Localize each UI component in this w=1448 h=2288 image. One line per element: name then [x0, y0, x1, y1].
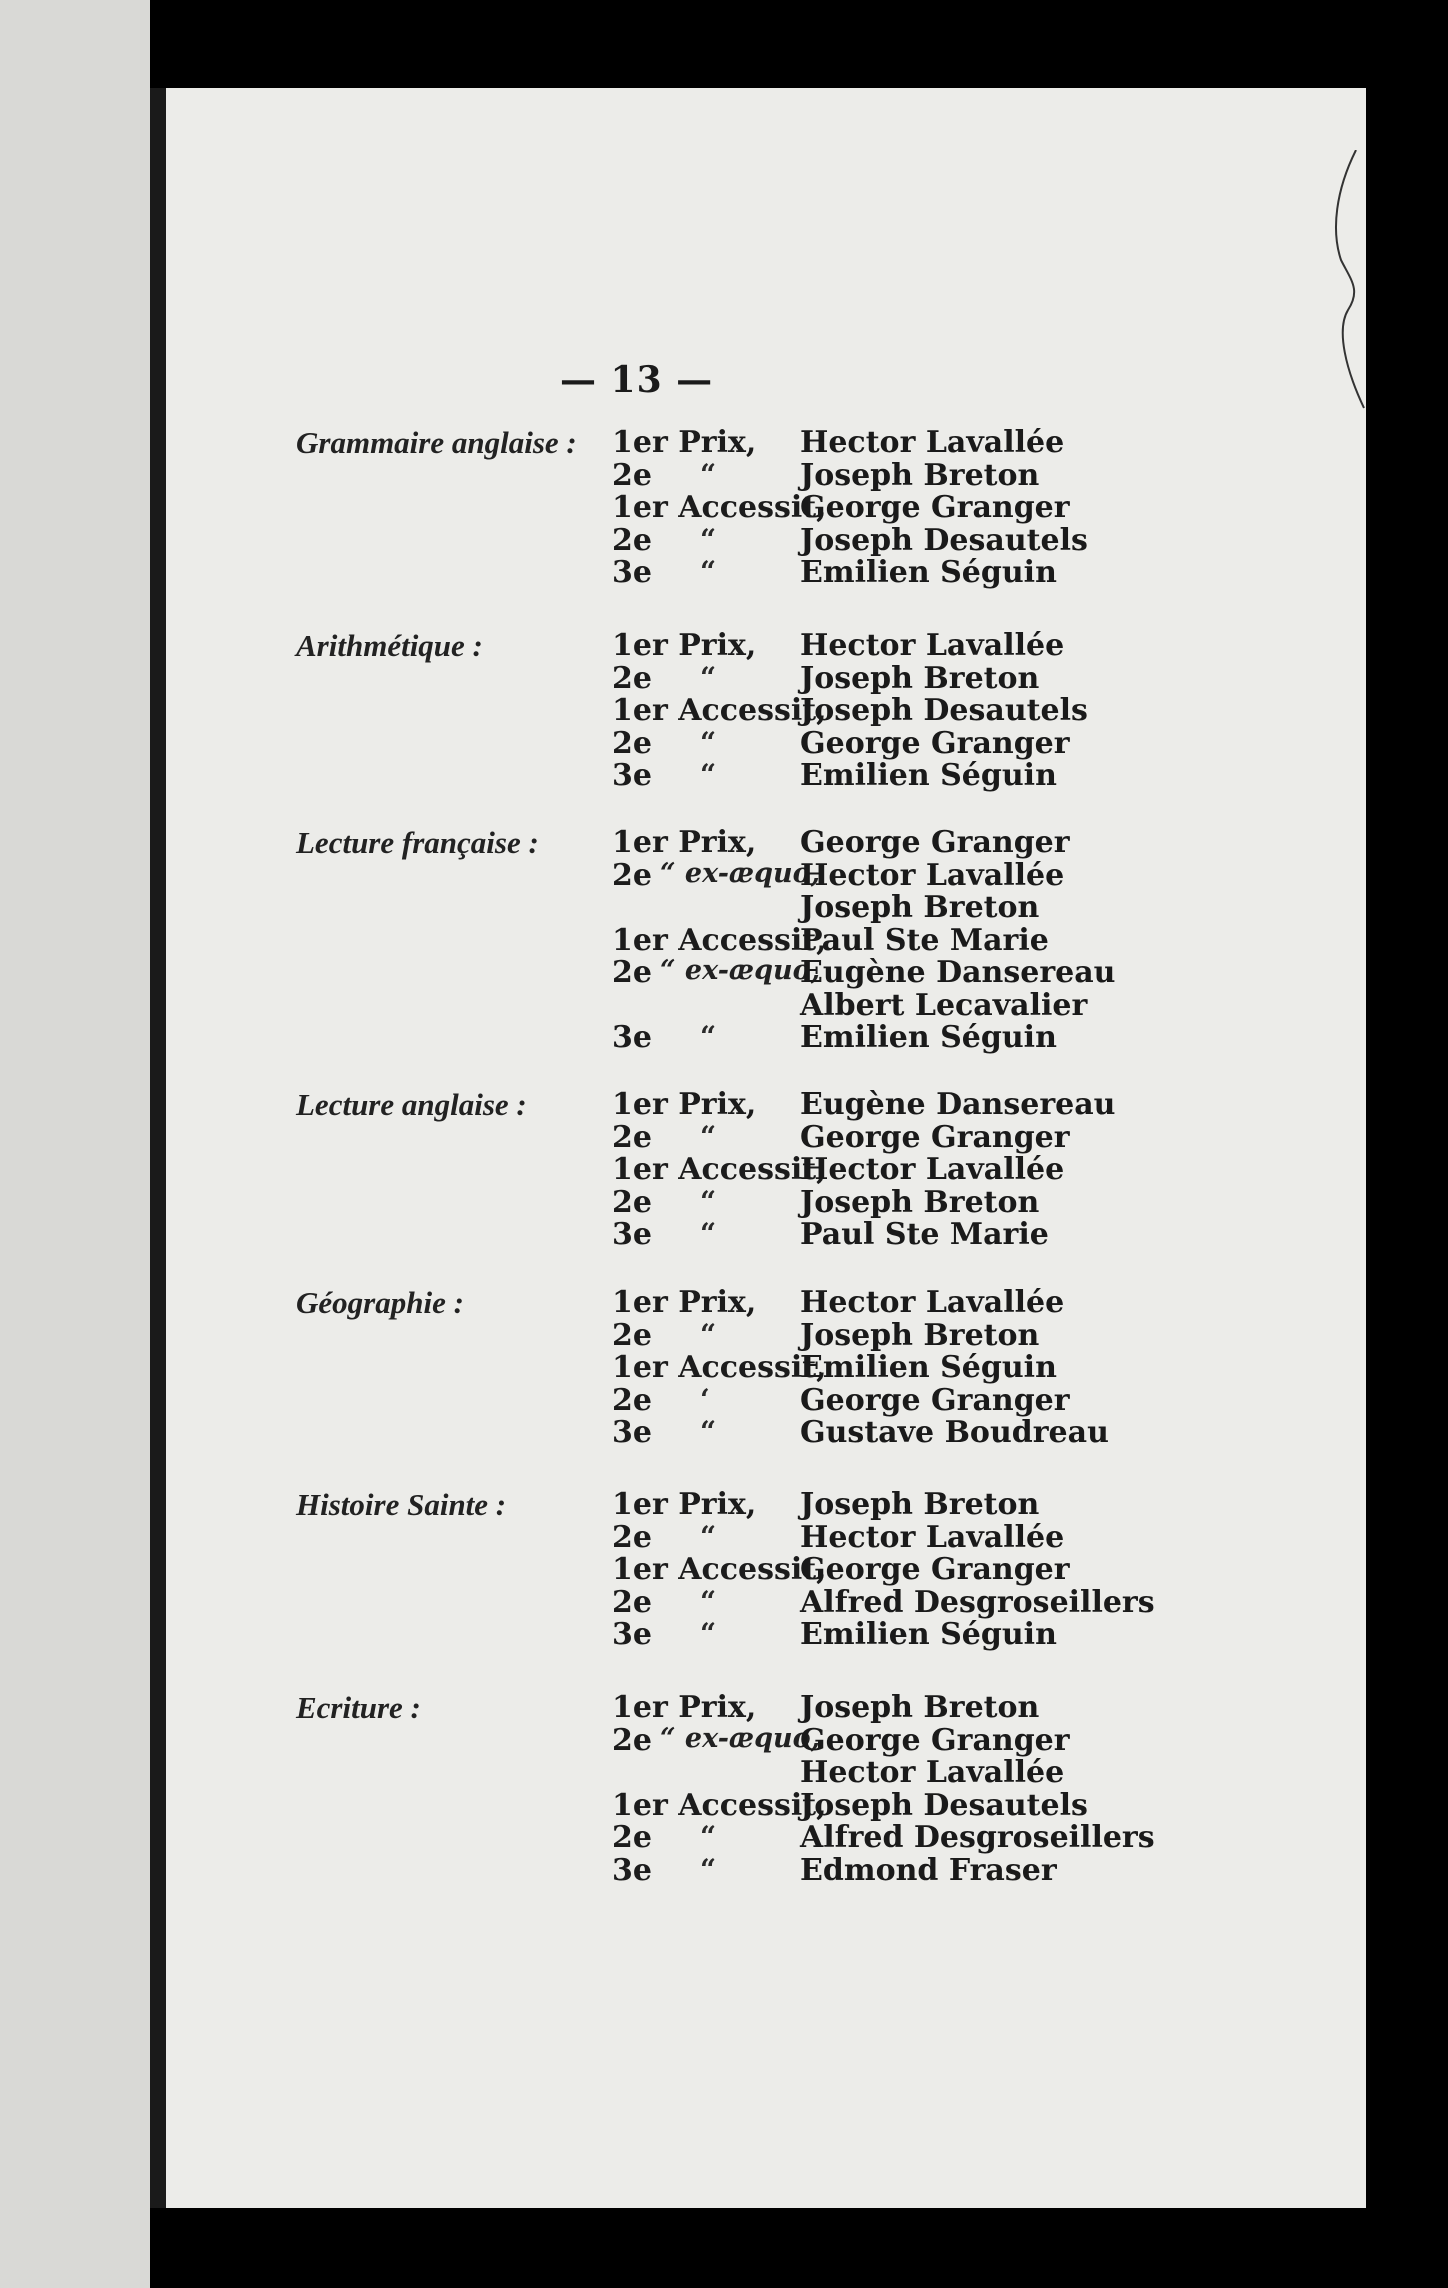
subject-heading: Grammaire anglaise : [296, 425, 577, 460]
ditto-mark: “ [700, 1617, 717, 1650]
student-name: Joseph Breton [800, 1690, 1040, 1725]
prize-rank: 2e [612, 1519, 652, 1555]
ditto-mark: “ [700, 555, 717, 588]
prize-rank: 2e [612, 857, 652, 893]
student-name: George Granger [800, 1722, 1070, 1758]
prize-rank: 2e [612, 1584, 652, 1620]
student-name: Joseph Desautels [800, 522, 1088, 558]
prize-rank: 2e [612, 457, 652, 493]
student-name: Gustave Boudreau [800, 1415, 1109, 1450]
ditto-mark: “ [700, 1317, 717, 1351]
prize-rank: 1er Prix, [612, 425, 757, 460]
student-name: Joseph Breton [800, 457, 1040, 493]
prize-rank: 2e [612, 1119, 652, 1155]
student-name: Joseph Breton [800, 1487, 1040, 1522]
prize-rank: 1er Accessit, [612, 1552, 827, 1587]
student-name: Eugène Dansereau [800, 1087, 1116, 1122]
ditto-mark: “ [700, 1519, 717, 1553]
page-number: — 13 — [560, 359, 714, 401]
prize-rank: 1er Accessit, [612, 922, 827, 958]
ditto-mark: “ [700, 1820, 717, 1853]
prize-rank: 1er Prix, [612, 1690, 757, 1725]
student-name: George Granger [800, 1382, 1070, 1418]
student-name: Joseph Breton [800, 1184, 1040, 1220]
prize-rank: 2e [612, 1722, 652, 1758]
prize-rank: 3e [612, 1415, 652, 1450]
prize-rank: 1er Accessit, [612, 1152, 827, 1187]
student-name: Joseph Desautels [800, 1787, 1088, 1823]
ditto-mark: “ [700, 725, 717, 759]
subject-heading: Lecture anglaise : [296, 1087, 527, 1122]
ex-aequo-mark: “ ex-æquo, [660, 857, 821, 889]
student-name: Emilien Séguin [800, 1020, 1057, 1055]
student-name: George Granger [800, 825, 1070, 860]
student-name: Alfred Desgroseillers [800, 1584, 1155, 1620]
student-name: George Granger [800, 1552, 1070, 1587]
prize-rank: 1er Prix, [612, 1487, 757, 1522]
page-gutter [150, 88, 166, 2208]
subject-heading: Lecture française : [296, 825, 539, 860]
student-name: Paul Ste Marie [800, 922, 1049, 958]
ditto-mark: “ [700, 1020, 717, 1053]
ex-aequo-mark: “ ex-æquo, [660, 1722, 821, 1754]
prize-rank: 1er Prix, [612, 1285, 757, 1320]
subject-heading: Histoire Sainte : [296, 1487, 507, 1522]
student-name: Paul Ste Marie [800, 1217, 1049, 1252]
margin-scribble [1326, 150, 1366, 410]
ex-aequo-mark: “ ex-æquo, [660, 955, 821, 986]
prize-rank: 2e [612, 1317, 652, 1353]
prize-rank: 1er Prix, [612, 1087, 757, 1122]
student-name: Hector Lavallée [800, 1285, 1065, 1320]
prize-rank: 2e [612, 725, 652, 761]
prize-rank: 1er Accessit, [612, 1350, 827, 1385]
student-name: Joseph Breton [800, 890, 1040, 925]
prize-rank: 2e [612, 522, 652, 558]
prize-rank: 1er Accessit, [612, 693, 827, 728]
ditto-mark: “ [700, 1584, 717, 1618]
student-name: Albert Lecavalier [800, 987, 1088, 1023]
student-name: Emilien Séguin [800, 555, 1057, 590]
ditto-mark: “ [700, 1852, 717, 1886]
student-name: Alfred Desgroseillers [800, 1820, 1155, 1855]
student-name: Emilien Séguin [800, 1617, 1057, 1652]
prize-rank: 2e [612, 1184, 652, 1220]
prize-rank: 1er Prix, [612, 628, 757, 663]
prize-rank: 1er Accessit, [612, 1787, 827, 1823]
ditto-mark: “ [700, 660, 717, 694]
student-name: Hector Lavallée [800, 857, 1065, 893]
prize-rank: 1er Prix, [612, 825, 757, 860]
prize-rank: 1er Accessit, [612, 490, 827, 525]
student-name: Hector Lavallée [800, 1755, 1065, 1790]
prize-rank: 2e [612, 1820, 652, 1855]
ditto-mark: “ [700, 1119, 717, 1153]
subject-heading: Arithmétique : [296, 628, 483, 663]
ditto-mark: “ [700, 1415, 717, 1448]
prize-rank: 2e [612, 660, 652, 696]
left-page-edge [0, 0, 150, 2288]
student-name: Edmond Fraser [800, 1852, 1057, 1888]
student-name: George Granger [800, 725, 1070, 761]
student-name: Emilien Séguin [800, 1350, 1057, 1385]
student-name: George Granger [800, 490, 1070, 525]
subject-heading: Ecriture : [296, 1690, 421, 1725]
ditto-mark: “ [700, 457, 717, 491]
student-name: Hector Lavallée [800, 1152, 1065, 1187]
ditto-mark: “ [700, 758, 717, 791]
prize-rank: 2e [612, 955, 652, 990]
student-name: Eugène Dansereau [800, 955, 1116, 990]
ditto-mark: “ [700, 1217, 717, 1250]
student-name: Hector Lavallée [800, 1519, 1065, 1555]
prize-rank: 3e [612, 758, 652, 793]
student-name: Hector Lavallée [800, 628, 1065, 663]
subject-heading: Géographie : [296, 1285, 464, 1320]
prize-rank: 2e [612, 1382, 652, 1418]
prize-rank: 3e [612, 1217, 652, 1252]
ditto-mark: “ [700, 1184, 717, 1218]
prize-rank: 3e [612, 1020, 652, 1055]
student-name: Joseph Desautels [800, 693, 1088, 728]
student-name: Joseph Breton [800, 660, 1040, 696]
ditto-mark: ‘ [700, 1382, 710, 1416]
student-name: Emilien Séguin [800, 758, 1057, 793]
prize-rank: 3e [612, 1617, 652, 1652]
prize-rank: 3e [612, 555, 652, 590]
student-name: George Granger [800, 1119, 1070, 1155]
student-name: Hector Lavallée [800, 425, 1065, 460]
prize-rank: 3e [612, 1852, 652, 1888]
student-name: Joseph Breton [800, 1317, 1040, 1353]
ditto-mark: “ [700, 522, 717, 556]
